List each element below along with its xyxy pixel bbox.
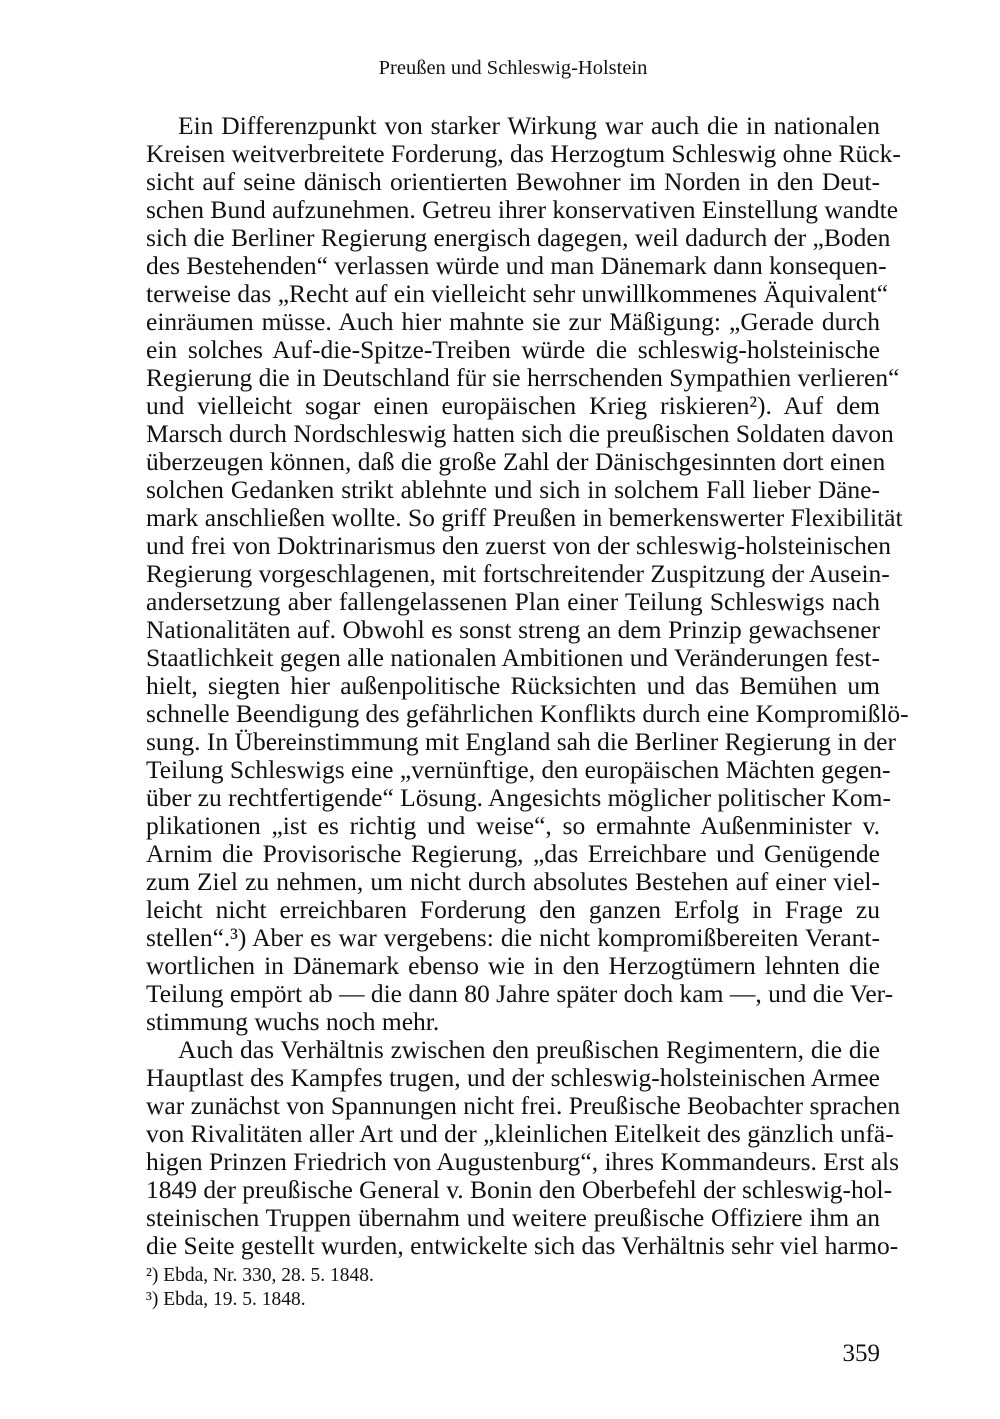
text-line: die Seite gestellt wurden, entwickelte sich das Verhältnis sehr viel harmo- — [146, 1231, 899, 1260]
footnote-3: ³) Ebda, 19. 5. 1848. — [146, 1289, 306, 1310]
text-line: einräumen müsse. Auch hier mahnte sie zur Mäßigung: „Gerade durch — [146, 307, 880, 336]
text-line: Hauptlast des Kampfes trugen, und der schleswig-holsteinischen Armee — [146, 1063, 880, 1092]
text-line: higen Prinzen Friedrich von Augustenburg“, ihres Kommandeurs. Erst als — [146, 1147, 900, 1176]
text-line: Teilung Schleswigs eine „vernünftige, den europäischen Mächten gegen- — [146, 755, 891, 784]
text-line: Regierung vorgeschlagenen, mit fortschreitender Zuspitzung der Ausein- — [146, 559, 890, 588]
text-line: überzeugen können, daß die große Zahl der Dänischgesinnten dort einen — [146, 447, 886, 476]
paragraph-2 — [146, 1035, 901, 1260]
text-line: steinischen Truppen übernahm und weitere preußische Offiziere ihm an — [146, 1203, 880, 1232]
footnotes — [146, 1264, 880, 1312]
text-line: plikationen „ist es richtig und weise“, so ermahnte Außenminister v. — [146, 811, 880, 840]
text-line: sich die Berliner Regierung energisch dagegen, weil dadurch der „Boden — [146, 223, 891, 252]
text-line: zum Ziel zu nehmen, um nicht durch absolutes Bestehen auf einer viel- — [146, 867, 880, 896]
text-line: und vielleicht sogar einen europäischen Krieg riskieren²). Auf dem — [146, 391, 880, 420]
text-line: Auch das Verhältnis zwischen den preußischen Regimentern, die die — [178, 1035, 880, 1064]
text-line: über zu rechtfertigende“ Lösung. Angesichts möglicher politischer Kom- — [146, 783, 891, 812]
text-line: wortlichen in Dänemark ebenso wie in den Herzogtümern lehnten die — [146, 951, 880, 980]
text-line: Staatlichkeit gegen alle nationalen Ambitionen und Veränderungen fest- — [146, 643, 880, 672]
body-text — [146, 111, 909, 1260]
text-line: Teilung empört ab — die dann 80 Jahre später doch kam —, und die Ver- — [146, 979, 894, 1008]
text-line: sicht auf seine dänisch orientierten Bewohner im Norden in den Deut- — [146, 167, 880, 196]
text-line: und frei von Doktrinarismus den zuerst von der schleswig-holsteinischen — [146, 531, 892, 560]
text-line: hielt, siegten hier außenpolitische Rücksichten und das Bemühen um — [146, 671, 880, 700]
text-line: schnelle Beendigung des gefährlichen Konflikts durch eine Kompromißlö- — [146, 699, 909, 728]
text-line: leicht nicht erreichbaren Forderung den ganzen Erfolg in Frage zu — [146, 895, 880, 924]
text-line: Arnim die Provisorische Regierung, „das Erreichbare und Genügende — [146, 839, 880, 868]
text-line: war zunächst von Spannungen nicht frei. Preußische Beobachter sprachen — [146, 1091, 901, 1120]
text-line: Regierung die in Deutschland für sie herrschenden Sympathien verlieren“ — [146, 363, 900, 392]
text-line: sung. In Übereinstimmung mit England sah die Berliner Regierung in der — [146, 727, 896, 756]
text-line: Ein Differenzpunkt von starker Wirkung war auch die in nationalen — [178, 111, 880, 140]
text-line: andersetzung aber fallengelassenen Plan einer Teilung Schleswigs nach — [146, 587, 880, 616]
text-line: von Rivalitäten aller Art und der „kleinlichen Eitelkeit des gänzlich unfä- — [146, 1119, 894, 1148]
running-head: Preußen und Schleswig-Holstein — [378, 57, 648, 79]
page-number: 359 — [842, 1340, 880, 1367]
text-line: Kreisen weitverbreitete Forderung, das Herzogtum Schleswig ohne Rück- — [146, 139, 901, 168]
paragraph-1 — [146, 111, 909, 1036]
text-line: Marsch durch Nordschleswig hatten sich die preußischen Soldaten davon — [146, 419, 894, 448]
text-line: mark anschließen wollte. So griff Preußen in bemerkenswerter Flexibilität — [146, 503, 903, 532]
text-line: terweise das „Recht auf ein vielleicht sehr unwillkommenes Äquivalent“ — [146, 279, 889, 308]
footnote-2: ²) Ebda, Nr. 330, 28. 5. 1848. — [146, 1265, 374, 1286]
text-line: stimmung wuchs noch mehr. — [146, 1007, 440, 1036]
text-line: 1849 der preußische General v. Bonin den Oberbefehl der schleswig-hol- — [146, 1175, 893, 1204]
text-line: stellen“.³) Aber es war vergebens: die nicht kompromißbereiten Verant- — [146, 923, 880, 952]
text-line: ein solches Auf-die-Spitze-Treiben würde die schleswig-holsteinische — [146, 335, 880, 364]
text-line: des Bestehenden“ verlassen würde und man Dänemark dann konsequen- — [146, 251, 887, 280]
text-line: schen Bund aufzunehmen. Getreu ihrer konservativen Einstellung wandte — [146, 195, 899, 224]
text-line: Nationalitäten auf. Obwohl es sonst streng an dem Prinzip gewachsener — [146, 615, 880, 644]
text-line: solchen Gedanken strikt ablehnte und sich in solchem Fall lieber Däne- — [146, 475, 880, 504]
